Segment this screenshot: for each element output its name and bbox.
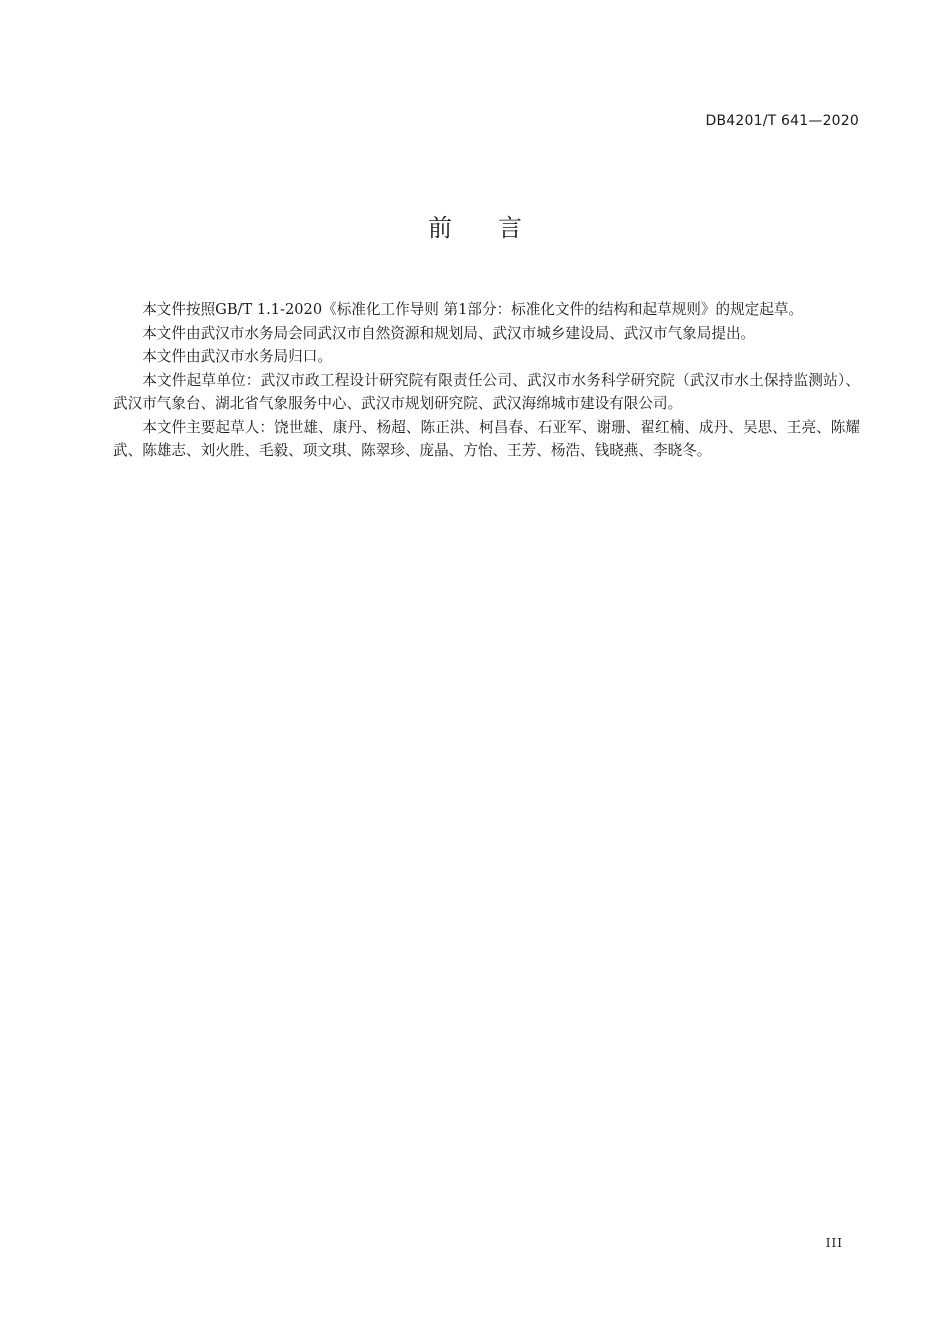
paragraph-drafting-units: 本文件起草单位：武汉市政工程设计研究院有限责任公司、武汉市水务科学研究院（武汉市水土保持监测站）、武汉市气象台、湖北省气象服务中心、武汉市规划研究院、武汉海绵城市建设有限公司。: [113, 371, 860, 412]
title-char-2: 言: [498, 214, 522, 242]
document-code: DB4201/T 641—2020: [705, 113, 859, 129]
paragraph-centralized-unit: 本文件由武汉市水务局归口。: [142, 348, 332, 365]
page-number: III: [825, 1236, 843, 1250]
paragraph-drafting-basis: 本文件按照GB/T 1.1-2020《标准化工作导则 第1部分：标准化文件的结构和起草规则》的规定起草。: [142, 301, 804, 318]
title-char-1: 前: [428, 214, 452, 242]
paragraph-proposer: 本文件由武汉市水务局会同武汉市自然资源和规划局、武汉市城乡建设局、武汉市气象局提出。: [142, 324, 756, 342]
page-title: [0, 210, 950, 246]
foreword-body: [113, 298, 860, 463]
paragraph-drafters: 本文件主要起草人：饶世雄、康丹、杨超、陈正洪、柯昌春、石亚军、谢珊、翟红楠、成丹、吴思、王亮、陈耀武、陈雄志、刘火胜、毛毅、项文琪、陈翠珍、庞晶、方怡、王芳、杨浩、钱晓燕、李晓冬。: [113, 418, 860, 459]
